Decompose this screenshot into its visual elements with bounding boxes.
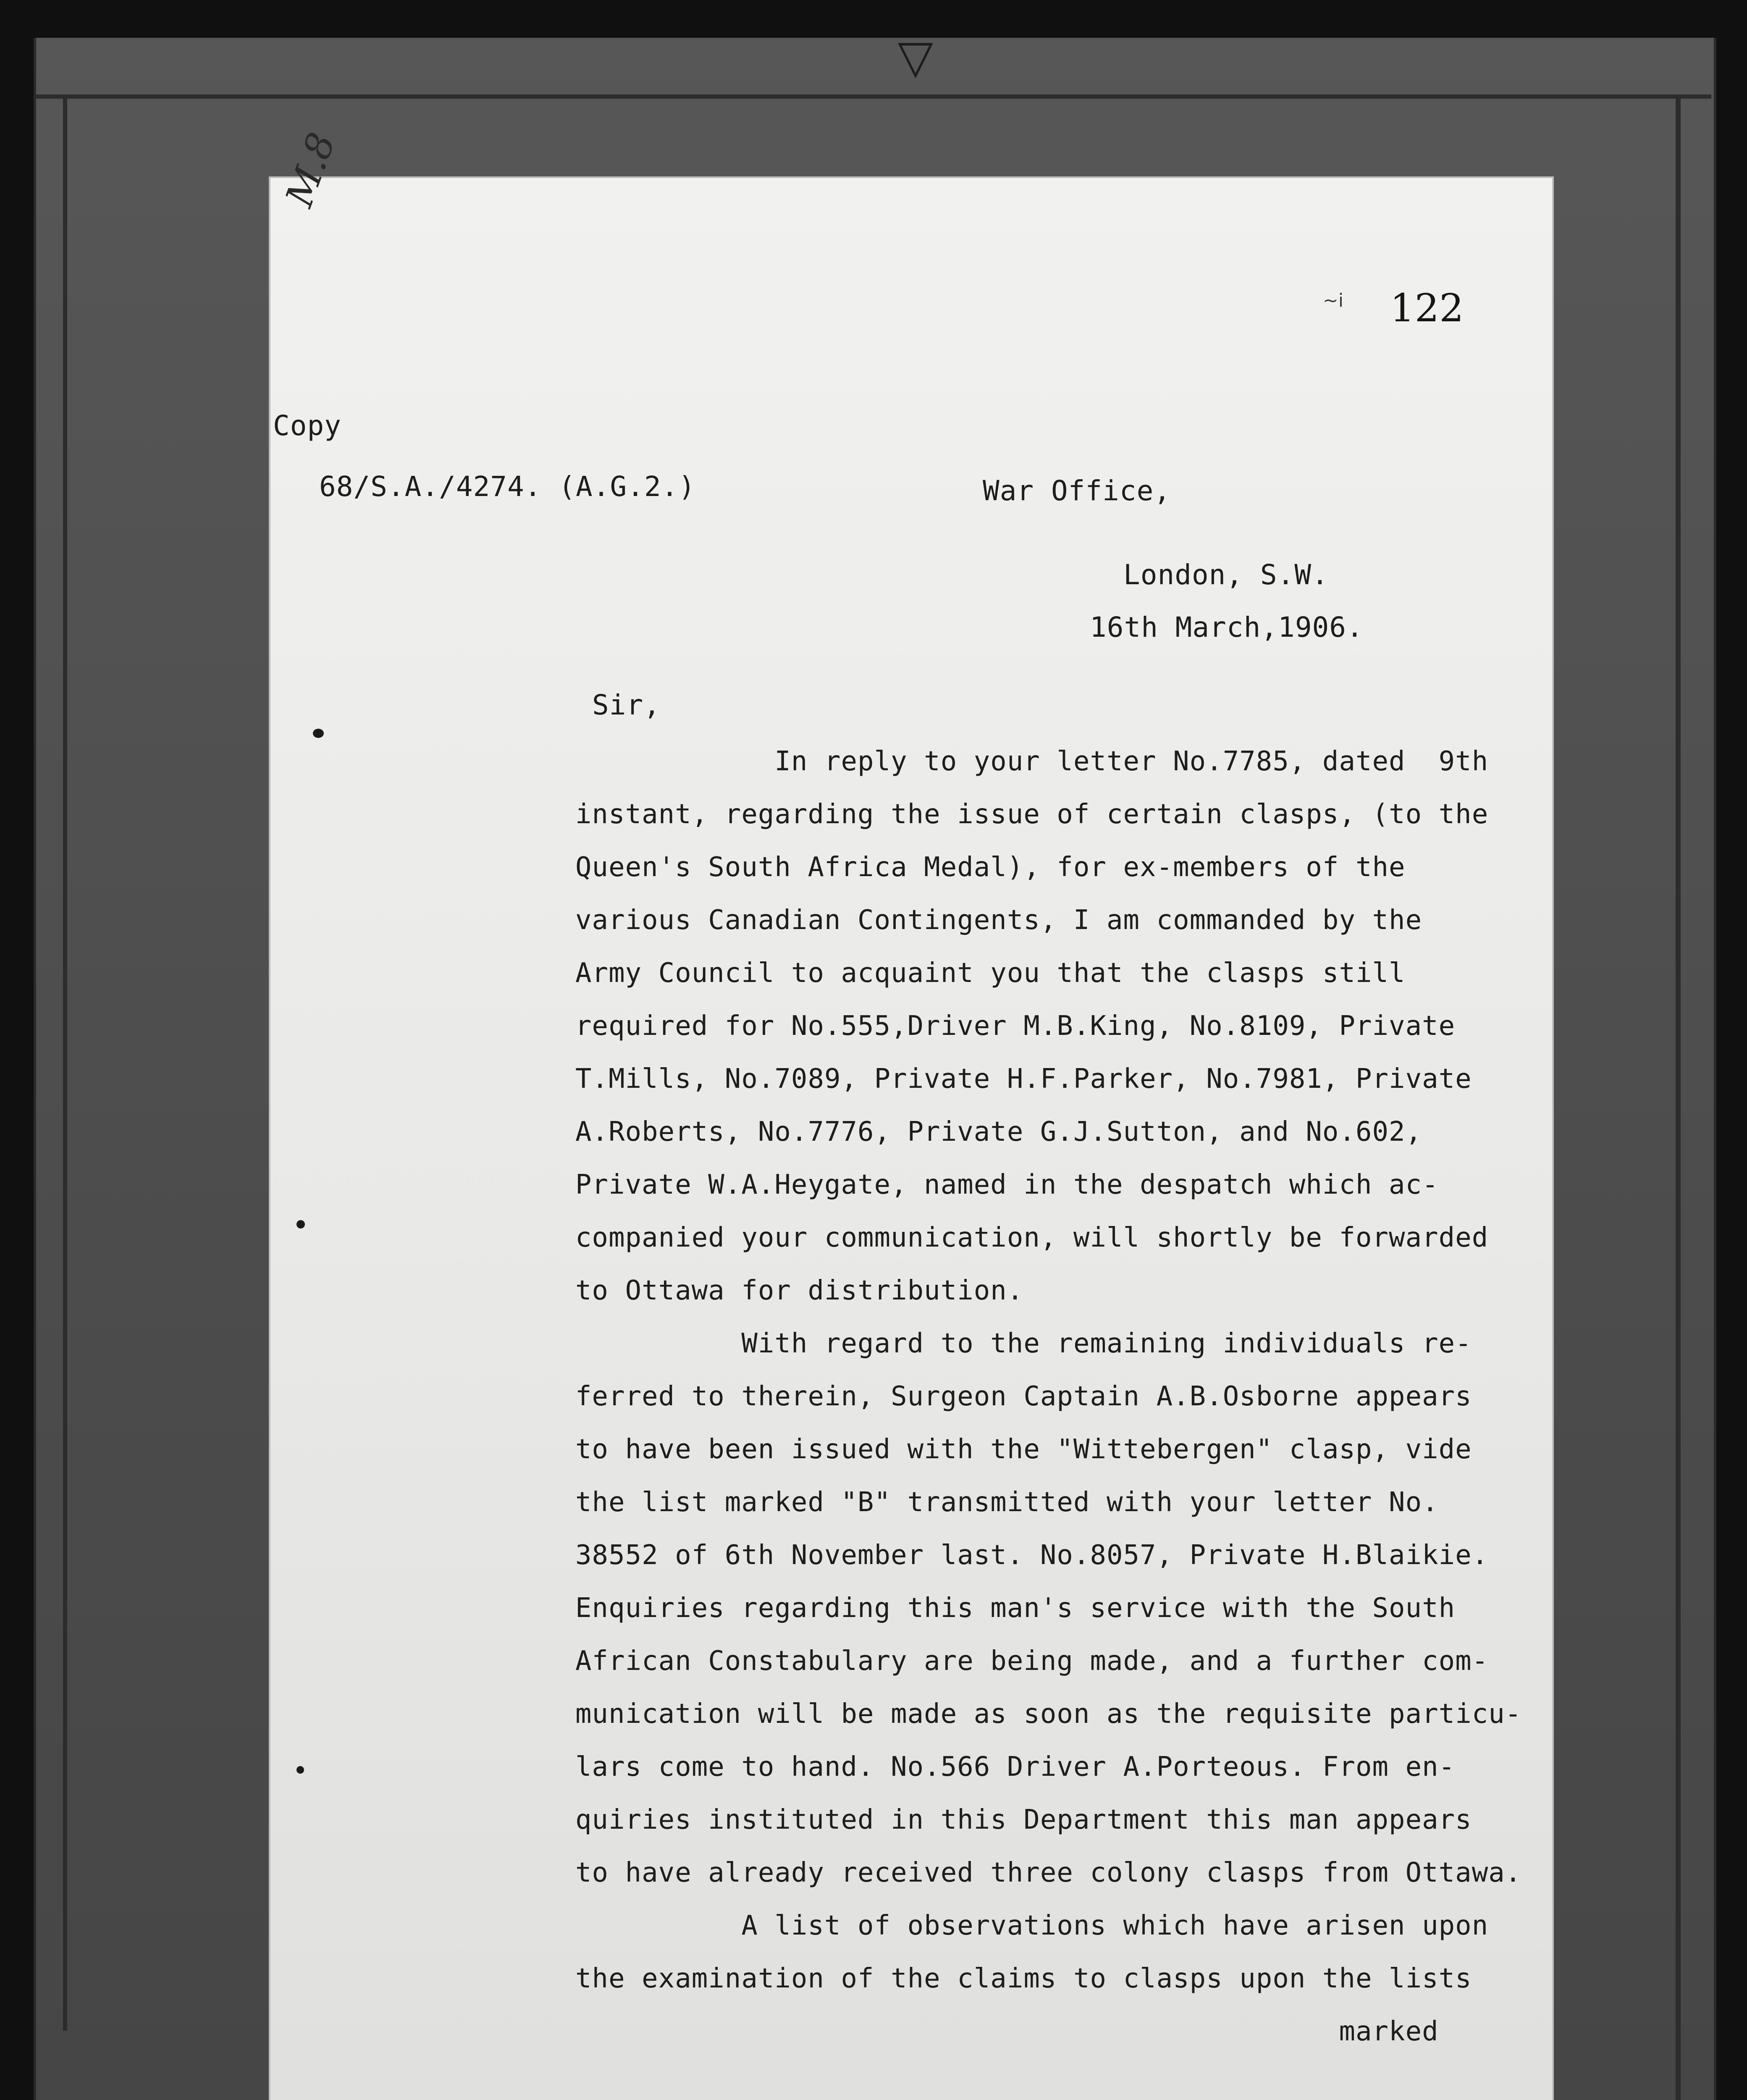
ink-spot xyxy=(296,1766,304,1774)
sender-location: London, S.W. xyxy=(1123,559,1329,591)
body-line: Private W.A.Heygate, named in the despatch which ac- xyxy=(575,1169,1439,1200)
body-line: With regard to the remaining individuals re- xyxy=(575,1328,1472,1359)
sender-office: War Office, xyxy=(983,475,1171,507)
mount-rule-left xyxy=(63,99,67,2031)
body-line: various Canadian Contingents, I am commanded by the xyxy=(575,905,1422,936)
body-line: instant, regarding the issue of certain clasps, (to the xyxy=(575,799,1489,830)
body-line: marked xyxy=(575,2016,1439,2047)
body-line: Army Council to acquaint you that the clasps still xyxy=(575,958,1406,989)
ink-spot xyxy=(296,1220,305,1228)
page-mark: ~i xyxy=(1323,290,1344,311)
body-line: African Constabulary are being made, and a further com- xyxy=(575,1646,1489,1677)
body-line: A list of observations which have arisen upon xyxy=(575,1910,1489,1941)
mount-rule-right xyxy=(1676,99,1681,2100)
body-line: quiries instituted in this Department this man appears xyxy=(575,1804,1472,1835)
body-line: the list marked "B" transmitted with your letter No. xyxy=(575,1487,1439,1518)
body-line: to Ottawa for distribution. xyxy=(575,1275,1024,1306)
body-line: A.Roberts, No.7776, Private G.J.Sutton, and No.602, xyxy=(575,1116,1422,1147)
body-line: T.Mills, No.7089, Private H.F.Parker, No.7981, Private xyxy=(575,1063,1472,1095)
letter-date: 16th March,1906. xyxy=(1090,611,1364,643)
body-line: Queen's South Africa Medal), for ex-members of the xyxy=(575,852,1406,883)
body-line: companied your communication, will shortly be forwarded xyxy=(575,1222,1489,1253)
mount-rule-top xyxy=(34,94,1711,99)
ink-spot xyxy=(313,729,324,738)
body-line: ferred to therein, Surgeon Captain A.B.Osborne appears xyxy=(575,1381,1472,1412)
body-line: In reply to your letter No.7785, dated 9th xyxy=(575,746,1489,777)
body-line: munication will be made as soon as the requisite particu- xyxy=(575,1698,1522,1730)
page-number: 122 xyxy=(1390,286,1464,331)
letter-body xyxy=(575,735,1533,2058)
body-line: 38552 of 6th November last. No.8057, Private H.Blaikie. xyxy=(575,1540,1489,1571)
body-line: to have been issued with the "Wittebergen" clasp, vide xyxy=(575,1434,1472,1465)
reference-number: 68/S.A./4274. (A.G.2.) xyxy=(319,470,696,503)
body-line: to have already received three colony clasps from Ottawa. xyxy=(575,1857,1522,1888)
body-line: Enquiries regarding this man's service with the South xyxy=(575,1593,1456,1624)
body-line: required for No.555,Driver M.B.King, No.8109, Private xyxy=(575,1011,1456,1042)
margin-annotation: M.8 xyxy=(277,127,344,213)
salutation: Sir, xyxy=(592,689,661,721)
body-line: the examination of the claims to clasps upon the lists xyxy=(575,1963,1472,1994)
copy-label: Copy xyxy=(273,410,341,442)
notch-arrow-icon: ▽ xyxy=(897,30,934,84)
body-line: lars come to hand. No.566 Driver A.Porteous. From en- xyxy=(575,1751,1456,1782)
